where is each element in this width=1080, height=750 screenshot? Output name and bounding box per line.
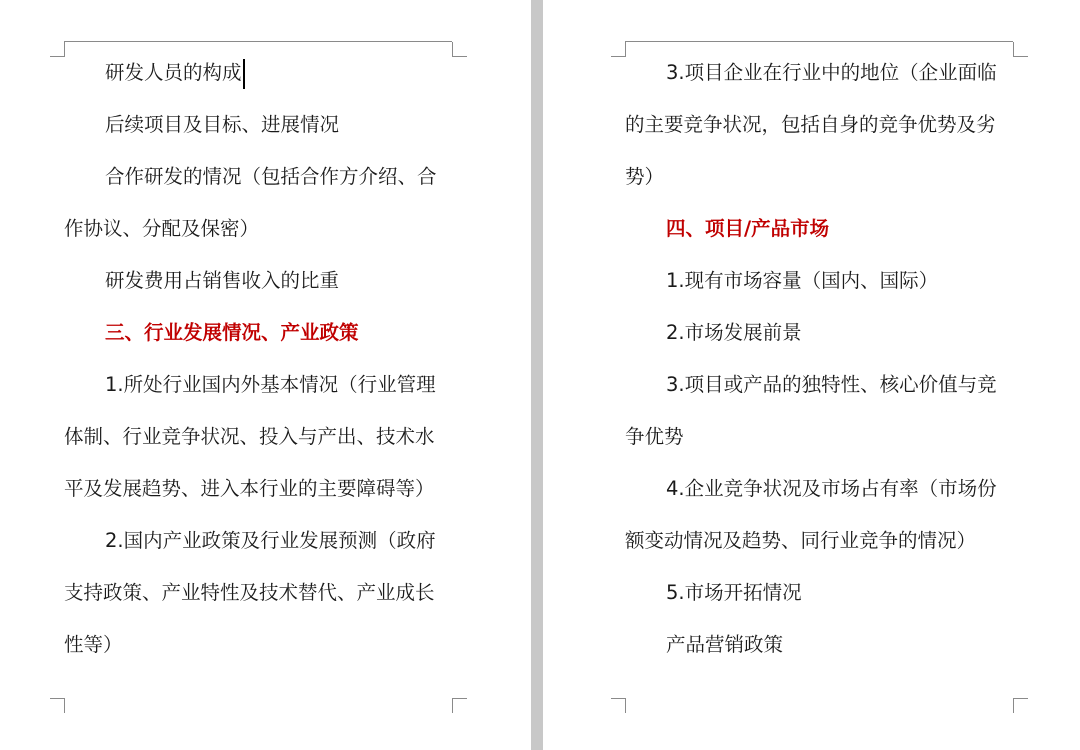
header-boundary-line <box>625 41 1013 42</box>
text-line[interactable] <box>625 359 1045 411</box>
line-text: 3.项目企业在行业中的地位（企业面临 <box>666 61 997 84</box>
text-line[interactable] <box>64 359 464 411</box>
text-line[interactable] <box>625 619 1045 671</box>
text-line[interactable] <box>625 255 1045 307</box>
line-text: 额变动情况及趋势、同行业竞争的情况） <box>625 529 977 552</box>
line-text: 3.项目或产品的独特性、核心价值与竞 <box>666 373 997 396</box>
line-text: 三、行业发展情况、产业政策 <box>105 321 359 344</box>
line-text: 研发人员的构成 <box>105 61 242 84</box>
crop-mark-bottom-left <box>50 698 65 713</box>
crop-mark-bottom-right <box>452 698 467 713</box>
text-line[interactable] <box>64 567 464 619</box>
text-line[interactable] <box>64 619 464 671</box>
line-text: 势） <box>625 165 665 188</box>
line-text: 2.市场发展前景 <box>666 321 802 344</box>
text-line[interactable] <box>64 151 464 203</box>
text-line[interactable] <box>64 463 464 515</box>
line-text: 2.国内产业政策及行业发展预测（政府 <box>105 529 436 552</box>
text-line[interactable] <box>625 307 1045 359</box>
crop-mark-top-left <box>611 42 626 57</box>
document-page-left[interactable] <box>0 0 531 750</box>
line-text: 支持政策、产业特性及技术替代、产业成长 <box>64 581 435 604</box>
line-text: 争优势 <box>625 425 684 448</box>
line-text: 作协议、分配及保密） <box>64 217 260 240</box>
section-heading[interactable] <box>64 307 464 359</box>
text-line[interactable] <box>625 151 1045 203</box>
crop-mark-bottom-right <box>1013 698 1028 713</box>
page-gap <box>531 0 543 750</box>
crop-mark-top-left <box>50 42 65 57</box>
text-line[interactable] <box>64 47 464 99</box>
line-text: 研发费用占销售收入的比重 <box>105 269 340 292</box>
text-line[interactable] <box>64 411 464 463</box>
text-line[interactable] <box>64 255 464 307</box>
line-text: 合作研发的情况（包括合作方介绍、合 <box>105 165 437 188</box>
text-line[interactable] <box>64 99 464 151</box>
line-text: 5.市场开拓情况 <box>666 581 802 604</box>
page-text-content[interactable] <box>625 47 1045 671</box>
line-text: 1.所处行业国内外基本情况（行业管理 <box>105 373 436 396</box>
header-boundary-line <box>64 41 452 42</box>
crop-mark-bottom-left <box>611 698 626 713</box>
line-text: 的主要竞争状况，包括自身的竞争优势及劣 <box>625 113 996 136</box>
text-line[interactable] <box>625 411 1045 463</box>
line-text: 4.企业竞争状况及市场占有率（市场份 <box>666 477 997 500</box>
text-line[interactable] <box>64 203 464 255</box>
text-line[interactable] <box>625 47 1045 99</box>
text-cursor <box>243 59 245 89</box>
line-text: 体制、行业竞争状况、投入与产出、技术水 <box>64 425 435 448</box>
document-page-right[interactable] <box>543 0 1080 750</box>
line-text: 四、项目/产品市场 <box>666 217 830 240</box>
text-line[interactable] <box>625 463 1045 515</box>
text-line[interactable] <box>625 567 1045 619</box>
text-line[interactable] <box>64 515 464 567</box>
line-text: 产品营销政策 <box>666 633 784 656</box>
text-line[interactable] <box>625 515 1045 567</box>
line-text: 1.现有市场容量（国内、国际） <box>666 269 939 292</box>
line-text: 后续项目及目标、进展情况 <box>105 113 340 136</box>
text-line[interactable] <box>625 99 1045 151</box>
section-heading[interactable] <box>625 203 1045 255</box>
page-text-content[interactable] <box>64 47 464 671</box>
line-text: 性等） <box>64 633 123 656</box>
line-text: 平及发展趋势、进入本行业的主要障碍等） <box>64 477 435 500</box>
